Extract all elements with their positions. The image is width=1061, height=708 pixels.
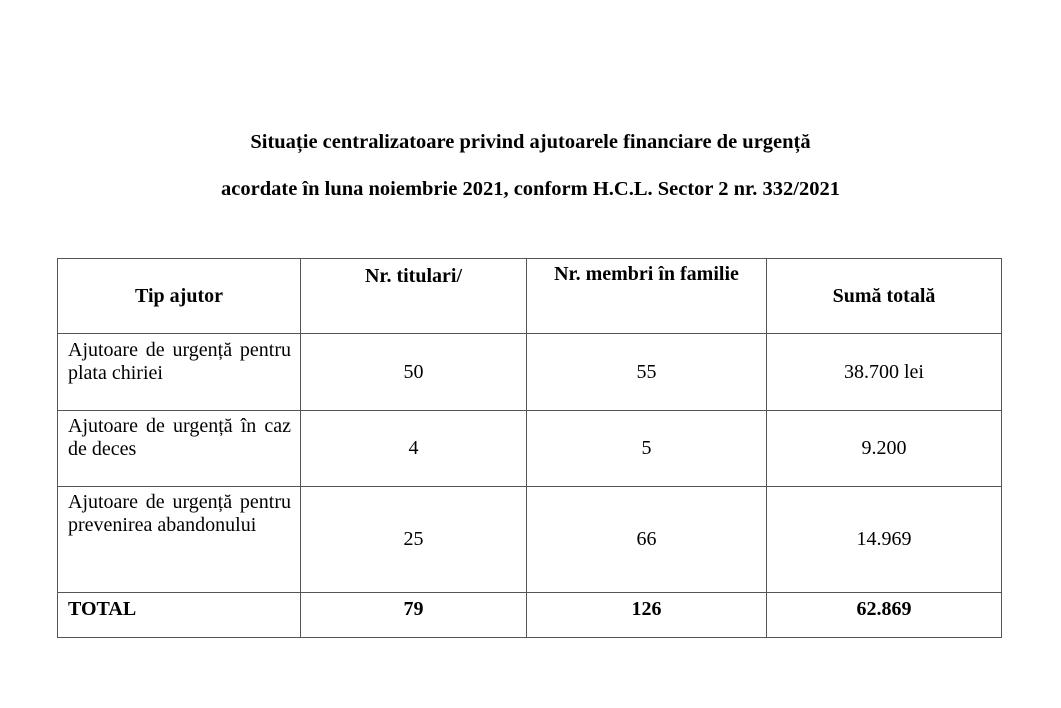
cell-suma: 14.969 [767, 487, 1002, 593]
cell-total-membri: 126 [527, 593, 767, 638]
document-title-line-1: Situație centralizatoare privind ajutoarele financiare de urgență [250, 131, 811, 153]
cell-titulari: 25 [301, 487, 527, 593]
header-suma-totala: Sumă totală [767, 259, 1002, 334]
header-nr-membri: Nr. membri în familie [527, 259, 767, 334]
document-title-line-2: acordate în luna noiembrie 2021, conform H.C.L. Sector 2 nr. 332/2021 [221, 178, 840, 200]
cell-membri: 55 [527, 334, 767, 411]
table-row [58, 334, 1002, 411]
table-row [58, 411, 1002, 487]
header-tip-ajutor: Tip ajutor [58, 259, 301, 334]
table-header-row [58, 259, 1002, 334]
cell-titulari: 4 [301, 411, 527, 487]
cell-total-label: TOTAL [58, 593, 301, 638]
cell-total-suma: 62.869 [767, 593, 1002, 638]
emergency-aid-table [57, 258, 1002, 638]
table-total-row [58, 593, 1002, 638]
cell-titulari: 50 [301, 334, 527, 411]
cell-membri: 66 [527, 487, 767, 593]
table-row [58, 487, 1002, 593]
cell-tip: Ajutoare de urgență în caz de deces [58, 411, 301, 487]
cell-suma: 9.200 [767, 411, 1002, 487]
header-nr-titulari: Nr. titulari/ [301, 259, 527, 334]
cell-membri: 5 [527, 411, 767, 487]
cell-tip: Ajutoare de urgență pentru plata chiriei [58, 334, 301, 411]
cell-total-titulari: 79 [301, 593, 527, 638]
cell-suma: 38.700 lei [767, 334, 1002, 411]
cell-tip: Ajutoare de urgență pentru prevenirea abandonului [58, 487, 301, 593]
